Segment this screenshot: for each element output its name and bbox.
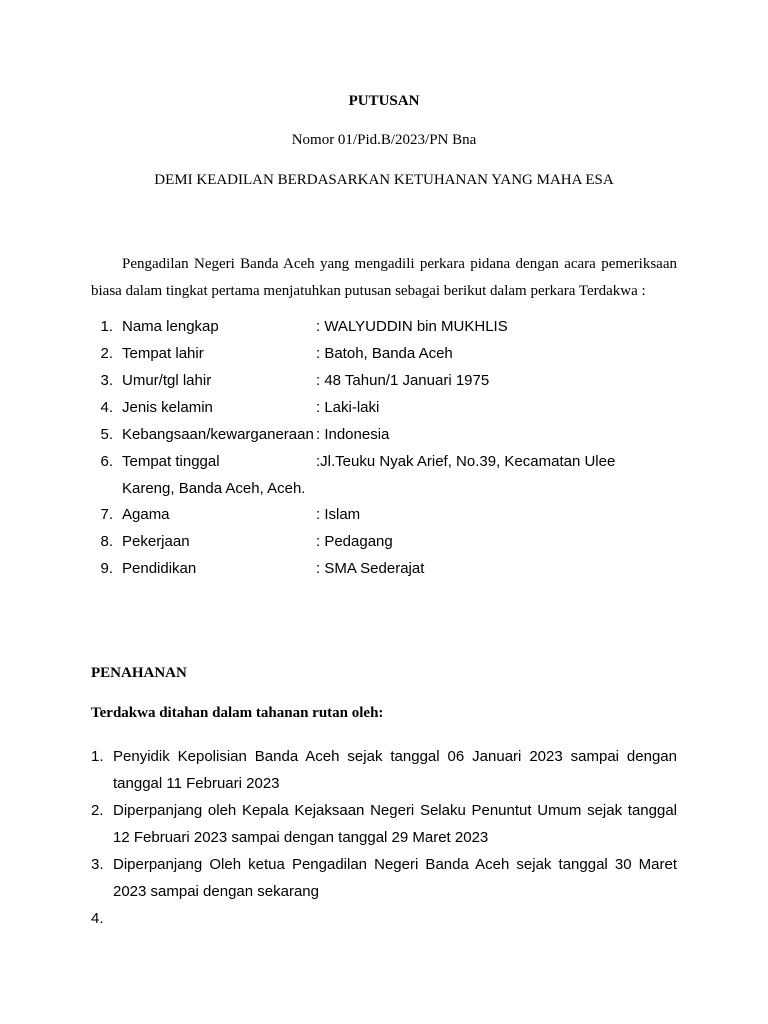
item-value-continuation: Kareng, Banda Aceh, Aceh.	[122, 480, 306, 497]
item-number: 3.	[100, 372, 113, 389]
document-title: PUTUSAN	[348, 93, 420, 109]
item-number: 2.	[100, 345, 113, 362]
item-label: Umur/tgl lahir	[122, 372, 212, 389]
item-value: : Batoh, Banda Aceh	[316, 345, 453, 362]
item-number: 4.	[100, 399, 113, 416]
item-number: 5.	[100, 426, 113, 443]
item-value: : SMA Sederajat	[316, 560, 425, 577]
item-label: Jenis kelamin	[122, 399, 213, 416]
list-item	[91, 743, 677, 797]
list-item	[91, 315, 651, 342]
case-number: Nomor 01/Pid.B/2023/PN Bna	[291, 132, 477, 148]
item-text: Diperpanjang Oleh ketua Pengadilan Negeri Banda Aceh sejak tanggal 30 Maret 2023 sampai dengan sekarang	[113, 856, 677, 900]
detention-list	[91, 743, 677, 932]
invocation-line: DEMI KEADILAN BERDASARKAN KETUHANAN YANG MAHA ESA	[154, 172, 614, 188]
item-number: 1.	[91, 748, 104, 765]
section-subheading: Terdakwa ditahan dalam tahanan rutan oleh:	[91, 705, 384, 721]
item-label: Pendidikan	[122, 560, 197, 577]
list-item	[91, 530, 651, 557]
item-number: 3.	[91, 856, 104, 873]
list-item-continuation	[91, 477, 651, 503]
list-item	[91, 369, 651, 396]
item-value: :Jl.Teuku Nyak Arief, No.39, Kecamatan Ulee	[316, 453, 616, 470]
list-item	[91, 342, 651, 369]
item-label: Pekerjaan	[122, 533, 190, 550]
item-value: : WALYUDDIN bin MUKHLIS	[316, 318, 508, 335]
defendant-identity-list	[91, 315, 651, 584]
item-number: 4.	[91, 910, 104, 927]
list-item	[91, 450, 651, 477]
item-label: Kebangsaan/kewarganeraan	[122, 426, 314, 443]
item-label: Tempat lahir	[122, 345, 204, 362]
list-item	[91, 557, 651, 584]
item-number: 2.	[91, 802, 104, 819]
item-number: 9.	[100, 560, 113, 577]
item-text: Diperpanjang oleh Kepala Kejaksaan Negeri Selaku Penuntut Umum sejak tanggal 12 Februari 2023 sampai dengan tanggal 29 Maret 2023	[113, 802, 677, 846]
section-heading-penahanan: PENAHANAN	[91, 665, 187, 681]
item-value: : Laki-laki	[316, 399, 380, 416]
intro-text: Pengadilan Negeri Banda Aceh yang mengadili perkara pidana dengan acara pemeriksaan biasa dalam tingkat pertama menjatuhkan putusan sebagai berikut dalam perkara Terdakwa :	[91, 256, 677, 299]
list-item	[91, 396, 651, 423]
item-label: Agama	[122, 506, 170, 523]
intro-paragraph	[91, 251, 677, 305]
list-item	[91, 797, 677, 851]
list-item	[91, 905, 677, 932]
item-text: Penyidik Kepolisian Banda Aceh sejak tanggal 06 Januari 2023 sampai dengan tanggal 11 Februari 2023	[113, 748, 677, 792]
item-number: 7.	[100, 506, 113, 523]
list-item	[91, 851, 677, 905]
item-label: Nama lengkap	[122, 318, 219, 335]
item-number: 6.	[100, 453, 113, 470]
item-number: 8.	[100, 533, 113, 550]
item-label: Tempat tinggal	[122, 453, 220, 470]
item-value: : 48 Tahun/1 Januari 1975	[316, 372, 490, 389]
list-item	[91, 423, 651, 450]
item-value: : Indonesia	[316, 426, 390, 443]
item-text	[113, 905, 677, 932]
item-number: 1.	[100, 318, 113, 335]
item-value: : Islam	[316, 506, 361, 523]
item-value: : Pedagang	[316, 533, 393, 550]
list-item	[91, 503, 651, 530]
